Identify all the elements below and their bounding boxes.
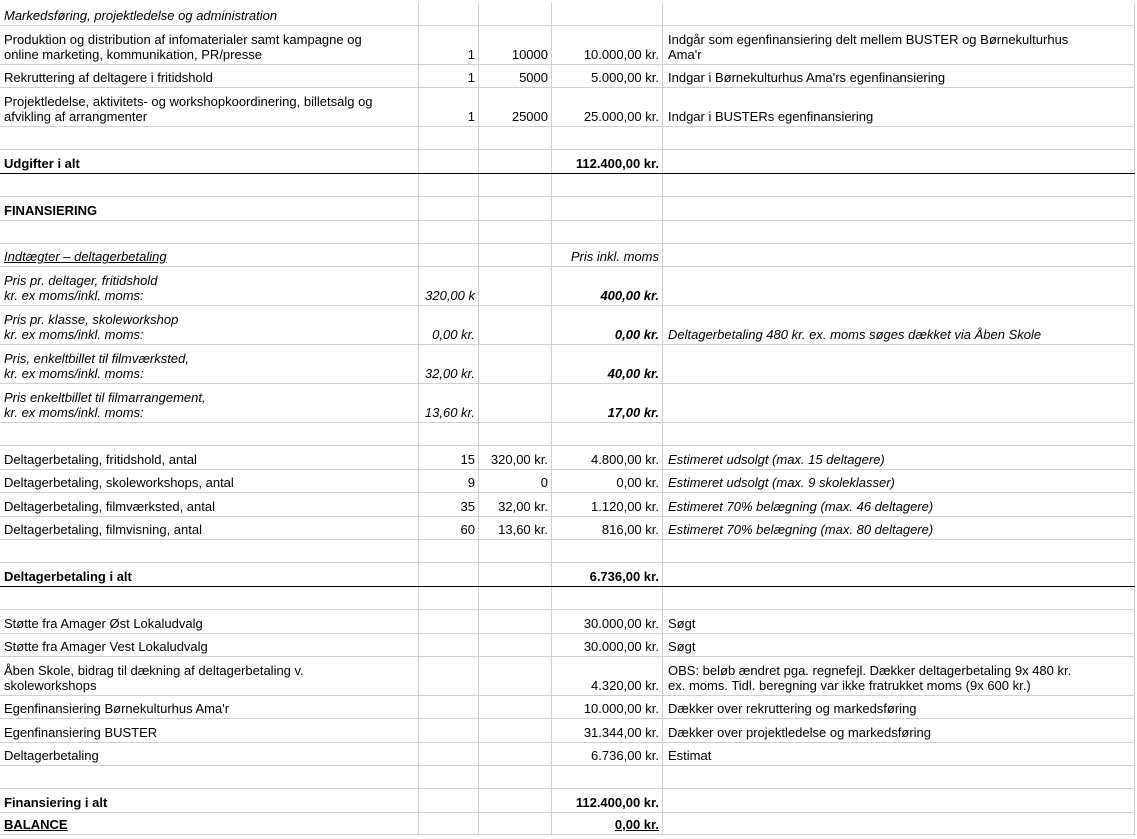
table-cell-c4[interactable]: 5.000,00 kr. [552, 65, 663, 87]
table-cell-c5[interactable]: Estimat [663, 743, 1135, 765]
table-cell-c3[interactable] [479, 423, 552, 445]
table-cell-c3[interactable] [479, 267, 552, 305]
table-cell-c5[interactable] [663, 3, 1135, 25]
table-cell-c4[interactable] [552, 3, 663, 25]
table-cell-c1[interactable]: FINANSIERING [0, 197, 419, 220]
table-row [0, 65, 1135, 88]
table-cell-c3[interactable] [479, 657, 552, 695]
table-cell-c5[interactable]: Søgt [663, 634, 1135, 656]
table-cell-c2[interactable]: 0,00 kr. [419, 306, 479, 344]
table-cell-c2[interactable]: 60 [419, 517, 479, 539]
table-cell-c1[interactable] [0, 587, 419, 609]
table-cell-c2[interactable] [419, 423, 479, 445]
table-cell-c3[interactable] [479, 743, 552, 765]
table-cell-c4[interactable]: 816,00 kr. [552, 517, 663, 539]
table-cell-c3[interactable] [479, 766, 552, 788]
table-cell-c5[interactable] [663, 127, 1135, 149]
table-cell-c3[interactable]: 320,00 kr. [479, 446, 552, 469]
table-row [0, 306, 1135, 345]
table-cell-c5[interactable] [663, 267, 1135, 305]
table-cell-c3[interactable] [479, 174, 552, 196]
table-row [0, 743, 1135, 766]
table-cell-c1[interactable]: Indtægter – deltagerbetaling [0, 244, 419, 266]
table-cell-c2[interactable] [419, 719, 479, 742]
table-row [0, 423, 1135, 446]
table-cell-c3[interactable] [479, 197, 552, 220]
table-cell-c1[interactable] [0, 423, 419, 445]
table-row [0, 563, 1135, 587]
table-cell-c4[interactable]: 112.400,00 kr. [552, 789, 663, 812]
table-row [0, 696, 1135, 719]
table-cell-c5[interactable] [663, 244, 1135, 266]
table-row [0, 197, 1135, 221]
table-row [0, 174, 1135, 197]
table-cell-c5[interactable]: Estimeret udsolgt (max. 15 deltagere) [663, 446, 1135, 469]
table-cell-c4[interactable]: 30.000,00 kr. [552, 634, 663, 656]
table-cell-c2[interactable]: 15 [419, 446, 479, 469]
budget-spreadsheet [0, 3, 1135, 835]
table-cell-c4[interactable]: 0,00 kr. [552, 813, 663, 834]
table-cell-c1[interactable]: Pris enkeltbillet til filmarrangement, kr. ex moms/inkl. moms: [0, 384, 419, 422]
table-cell-c2[interactable] [419, 244, 479, 266]
table-cell-c2[interactable]: 1 [419, 26, 479, 64]
table-cell-c3[interactable] [479, 540, 552, 562]
table-cell-c4[interactable]: 6.736,00 kr. [552, 743, 663, 765]
table-cell-c5[interactable]: Søgt [663, 610, 1135, 633]
table-cell-c4[interactable] [552, 540, 663, 562]
table-cell-c3[interactable] [479, 696, 552, 718]
table-cell-c3[interactable] [479, 306, 552, 344]
table-row [0, 3, 1135, 26]
table-cell-c4[interactable]: 4.800,00 kr. [552, 446, 663, 469]
table-cell-c5[interactable]: Indgår som egenfinansiering delt mellem BUSTER og Børnekulturhus Ama'r [663, 26, 1135, 64]
table-row [0, 766, 1135, 789]
table-cell-c1[interactable]: Deltagerbetaling i alt [0, 563, 419, 586]
table-cell-c1[interactable]: Deltagerbetaling, filmvisning, antal [0, 517, 419, 539]
table-cell-c4[interactable]: Pris inkl. moms [552, 244, 663, 266]
table-cell-c4[interactable]: 0,00 kr. [552, 470, 663, 492]
table-row [0, 470, 1135, 493]
table-cell-c3[interactable]: 10000 [479, 26, 552, 64]
table-cell-c3[interactable] [479, 384, 552, 422]
table-row [0, 88, 1135, 127]
table-cell-c5[interactable] [663, 174, 1135, 196]
table-cell-c2[interactable] [419, 587, 479, 609]
table-row [0, 150, 1135, 174]
table-cell-c2[interactable] [419, 657, 479, 695]
table-row [0, 267, 1135, 306]
table-row [0, 540, 1135, 563]
table-cell-c5[interactable] [663, 540, 1135, 562]
table-cell-c5[interactable]: Estimeret 70% belægning (max. 80 deltagere) [663, 517, 1135, 539]
table-row [0, 813, 1135, 835]
table-cell-c2[interactable] [419, 127, 479, 149]
table-cell-c3[interactable] [479, 244, 552, 266]
table-cell-c1[interactable] [0, 127, 419, 149]
table-cell-c5[interactable] [663, 384, 1135, 422]
table-row [0, 221, 1135, 244]
table-cell-c1[interactable]: Støtte fra Amager Øst Lokaludvalg [0, 610, 419, 633]
table-cell-c2[interactable]: 13,60 kr. [419, 384, 479, 422]
table-cell-c2[interactable] [419, 540, 479, 562]
table-cell-c5[interactable] [663, 766, 1135, 788]
table-cell-c3[interactable] [479, 150, 552, 173]
table-cell-c4[interactable]: 30.000,00 kr. [552, 610, 663, 633]
table-cell-c1[interactable]: Markedsføring, projektledelse og administration [0, 3, 419, 25]
table-cell-c3[interactable] [479, 127, 552, 149]
table-cell-c1[interactable] [0, 540, 419, 562]
table-cell-c5[interactable]: OBS: beløb ændret pga. regnefejl. Dækker deltagerbetaling 9x 480 kr. ex. moms. Tidl. beregning var ikke fratrukket moms (9x 600 kr.) [663, 657, 1135, 695]
table-row [0, 634, 1135, 657]
table-cell-c4[interactable] [552, 587, 663, 609]
table-cell-c5[interactable]: Dækker over projektledelse og markedsføring [663, 719, 1135, 742]
table-cell-c5[interactable]: Estimeret udsolgt (max. 9 skoleklasser) [663, 470, 1135, 492]
table-row [0, 345, 1135, 384]
table-cell-c2[interactable] [419, 789, 479, 812]
table-cell-c5[interactable] [663, 587, 1135, 609]
table-cell-c4[interactable] [552, 174, 663, 196]
table-cell-c2[interactable] [419, 563, 479, 586]
table-cell-c3[interactable] [479, 789, 552, 812]
table-cell-c5[interactable]: Deltagerbetaling 480 kr. ex. moms søges dækket via Åben Skole [663, 306, 1135, 344]
table-cell-c2[interactable]: 1 [419, 88, 479, 126]
table-cell-c1[interactable]: Støtte fra Amager Vest Lokaludvalg [0, 634, 419, 656]
table-cell-c1[interactable]: Finansiering i alt [0, 789, 419, 812]
table-row [0, 587, 1135, 610]
table-cell-c1[interactable]: Udgifter i alt [0, 150, 419, 173]
table-cell-c3[interactable] [479, 610, 552, 633]
table-cell-c1[interactable]: Produktion og distribution af infomaterialer samt kampagne og online marketing, kommunikation, PR/presse [0, 26, 419, 64]
table-row [0, 244, 1135, 267]
table-cell-c2[interactable]: 32,00 kr. [419, 345, 479, 383]
table-cell-c5[interactable] [663, 813, 1135, 834]
table-cell-c5[interactable]: Estimeret 70% belægning (max. 46 deltagere) [663, 493, 1135, 516]
table-row [0, 26, 1135, 65]
table-cell-c4[interactable] [552, 197, 663, 220]
table-cell-c1[interactable]: Rekruttering af deltagere i fritidshold [0, 65, 419, 87]
table-row [0, 127, 1135, 150]
table-cell-c5[interactable] [663, 150, 1135, 173]
table-cell-c3[interactable] [479, 221, 552, 243]
table-cell-c3[interactable] [479, 345, 552, 383]
table-row [0, 384, 1135, 423]
table-cell-c5[interactable] [663, 423, 1135, 445]
table-cell-c4[interactable]: 0,00 kr. [552, 306, 663, 344]
table-cell-c5[interactable]: Indgar i BUSTERs egenfinansiering [663, 88, 1135, 126]
table-cell-c2[interactable]: 1 [419, 65, 479, 87]
table-cell-c4[interactable]: 31.344,00 kr. [552, 719, 663, 742]
table-cell-c3[interactable] [479, 719, 552, 742]
table-cell-c1[interactable]: Projektledelse, aktivitets- og workshopkoordinering, billetsalg og afvikling af arrangmenter [0, 88, 419, 126]
table-cell-c4[interactable]: 25.000,00 kr. [552, 88, 663, 126]
table-cell-c3[interactable]: 5000 [479, 65, 552, 87]
table-cell-c3[interactable] [479, 634, 552, 656]
table-cell-c2[interactable] [419, 3, 479, 25]
table-cell-c2[interactable] [419, 150, 479, 173]
table-cell-c1[interactable]: Åben Skole, bidrag til dækning af deltagerbetaling v. skoleworkshops [0, 657, 419, 695]
table-cell-c4[interactable]: 6.736,00 kr. [552, 563, 663, 586]
table-cell-c1[interactable]: BALANCE [0, 813, 419, 834]
table-cell-c1[interactable]: Pris pr. deltager, fritidshold kr. ex moms/inkl. moms: [0, 267, 419, 305]
table-cell-c2[interactable] [419, 696, 479, 718]
table-cell-c1[interactable]: Egenfinansiering Børnekulturhus Ama'r [0, 696, 419, 718]
table-cell-c2[interactable] [419, 743, 479, 765]
table-cell-c4[interactable] [552, 221, 663, 243]
table-cell-c5[interactable] [663, 197, 1135, 220]
table-cell-c4[interactable]: 4.320,00 kr. [552, 657, 663, 695]
table-cell-c1[interactable]: Deltagerbetaling, fritidshold, antal [0, 446, 419, 469]
table-cell-c3[interactable]: 0 [479, 470, 552, 492]
table-cell-c4[interactable]: 10.000,00 kr. [552, 26, 663, 64]
table-cell-c2[interactable]: 9 [419, 470, 479, 492]
table-cell-c2[interactable] [419, 610, 479, 633]
table-cell-c4[interactable] [552, 423, 663, 445]
table-row [0, 446, 1135, 470]
table-cell-c1[interactable]: Egenfinansiering BUSTER [0, 719, 419, 742]
table-row [0, 610, 1135, 634]
table-cell-c3[interactable]: 13,60 kr. [479, 517, 552, 539]
table-cell-c5[interactable] [663, 345, 1135, 383]
table-cell-c2[interactable] [419, 197, 479, 220]
table-cell-c2[interactable]: 35 [419, 493, 479, 516]
table-cell-c1[interactable] [0, 766, 419, 788]
table-cell-c3[interactable]: 25000 [479, 88, 552, 126]
table-cell-c4[interactable] [552, 127, 663, 149]
table-row [0, 517, 1135, 540]
table-cell-c2[interactable] [419, 766, 479, 788]
table-cell-c5[interactable] [663, 221, 1135, 243]
table-cell-c4[interactable]: 10.000,00 kr. [552, 696, 663, 718]
table-cell-c5[interactable]: Dækker over rekruttering og markedsføring [663, 696, 1135, 718]
table-cell-c2[interactable] [419, 174, 479, 196]
table-cell-c5[interactable]: Indgar i Børnekulturhus Ama'rs egenfinansiering [663, 65, 1135, 87]
table-cell-c1[interactable]: Deltagerbetaling, filmværksted, antal [0, 493, 419, 516]
table-cell-c4[interactable]: 17,00 kr. [552, 384, 663, 422]
table-row [0, 657, 1135, 696]
table-row [0, 719, 1135, 743]
table-cell-c4[interactable]: 112.400,00 kr. [552, 150, 663, 173]
table-cell-c2[interactable] [419, 813, 479, 834]
table-row [0, 789, 1135, 813]
table-cell-c1[interactable]: Pris, enkeltbillet til filmværksted, kr. ex moms/inkl. moms: [0, 345, 419, 383]
table-cell-c3[interactable] [479, 587, 552, 609]
table-row [0, 493, 1135, 517]
table-cell-c3[interactable]: 32,00 kr. [479, 493, 552, 516]
table-cell-c1[interactable] [0, 221, 419, 243]
table-cell-c4[interactable]: 1.120,00 kr. [552, 493, 663, 516]
table-cell-c4[interactable]: 40,00 kr. [552, 345, 663, 383]
table-cell-c4[interactable]: 400,00 kr. [552, 267, 663, 305]
table-cell-c5[interactable] [663, 789, 1135, 812]
table-cell-c1[interactable]: Deltagerbetaling [0, 743, 419, 765]
table-cell-c2[interactable] [419, 221, 479, 243]
table-cell-c3[interactable] [479, 3, 552, 25]
table-cell-c2[interactable]: 320,00 k [419, 267, 479, 305]
table-cell-c5[interactable] [663, 563, 1135, 586]
table-cell-c1[interactable]: Deltagerbetaling, skoleworkshops, antal [0, 470, 419, 492]
table-cell-c4[interactable] [552, 766, 663, 788]
table-cell-c1[interactable] [0, 174, 419, 196]
table-cell-c1[interactable]: Pris pr. klasse, skoleworkshop kr. ex moms/inkl. moms: [0, 306, 419, 344]
table-cell-c2[interactable] [419, 634, 479, 656]
table-cell-c3[interactable] [479, 563, 552, 586]
table-cell-c3[interactable] [479, 813, 552, 834]
